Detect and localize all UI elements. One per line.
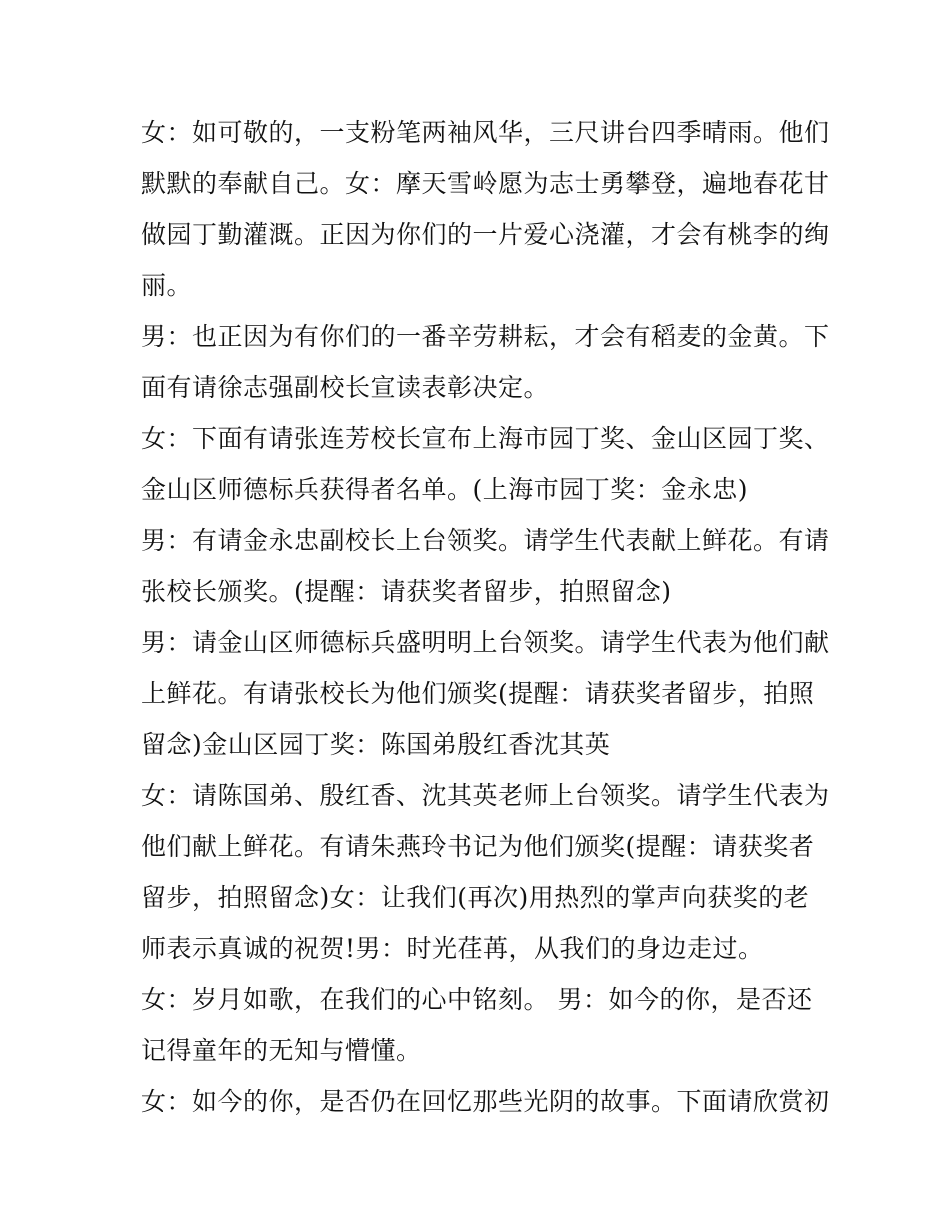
text-line: 他们献上鲜花。有请朱燕玲书记为他们颁奖(提醒：请获奖者 [141, 832, 815, 861]
text-line: 女：如今的你，是否仍在回忆那些光阴的故事。下面请欣赏初 [141, 1087, 830, 1116]
document-body [141, 107, 830, 1127]
text-line: 男：也正因为有你们的一番辛劳耕耘，才会有稻麦的金黄。下 [141, 322, 830, 351]
text-line: 男：请金山区师德标兵盛明明上台领奖。请学生代表为他们献 [141, 628, 830, 657]
text-line: 金山区师德标兵获得者名单。(上海市园丁奖：金永忠) [141, 475, 749, 504]
text-line: 留步，拍照留念)女：让我们(再次)用热烈的掌声向获奖的老 [141, 883, 810, 912]
text-line: 张校长颁奖。(提醒：请获奖者留步，拍照留念) [141, 577, 672, 606]
text-line: 上鲜花。有请张校长为他们颁奖(提醒：请获奖者留步，拍照 [141, 679, 815, 708]
text-line: 男：有请金永忠副校长上台领奖。请学生代表献上鲜花。有请 [141, 526, 830, 555]
text-line: 女：下面有请张连芳校长宣布上海市园丁奖、金山区园丁奖、 [141, 424, 830, 453]
text-line: 做园丁勤灌溉。正因为你们的一片爱心浇灌，才会有桃李的绚 [141, 220, 830, 249]
text-line: 女：请陈国弟、殷红香、沈其英老师上台领奖。请学生代表为 [141, 781, 830, 810]
text-line: 面有请徐志强副校长宣读表彰决定。 [141, 373, 550, 402]
text-line: 默默的奉献自己。女：摩天雪岭愿为志士勇攀登，遍地春花甘 [141, 169, 830, 198]
text-line: 师表示真诚的祝贺!男：时光荏苒，从我们的身边走过。 [141, 934, 764, 963]
text-line: 女：岁月如歌，在我们的心中铭刻。 男：如今的你，是否还 [141, 985, 813, 1014]
text-line: 记得童年的无知与懵懂。 [141, 1036, 422, 1065]
text-line: 丽。 [141, 271, 193, 300]
text-line: 女：如可敬的，一支粉笔两袖风华，三尺讲台四季晴雨。他们 [141, 118, 830, 147]
text-line: 留念)金山区园丁奖：陈国弟殷红香沈其英 [141, 730, 611, 759]
